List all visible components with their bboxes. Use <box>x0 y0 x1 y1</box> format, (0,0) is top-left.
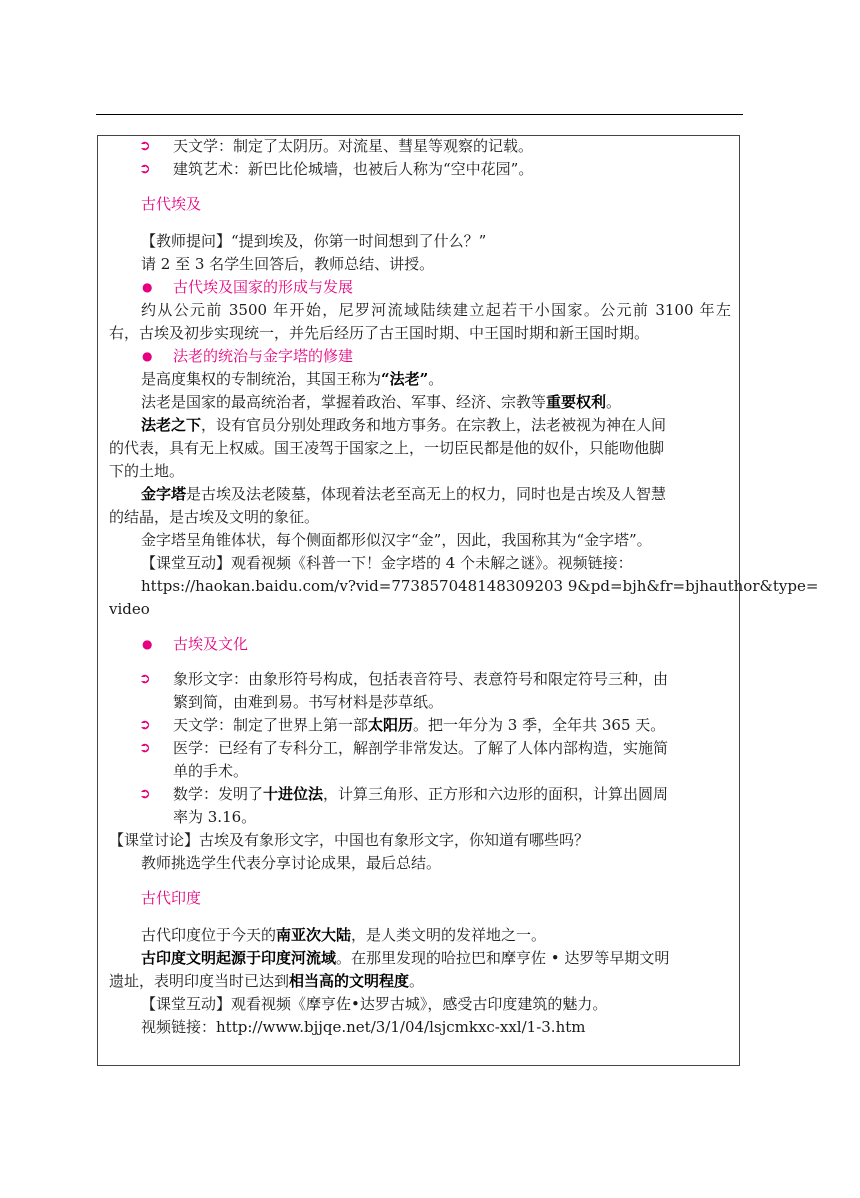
paragraph <box>109 924 731 947</box>
filled-dot-icon: ● <box>142 349 153 363</box>
bold-text: 重要权利 <box>546 393 607 411</box>
text: 数学：发明了 <box>173 785 264 803</box>
text: ，设有官员分别处理政务和地方事务。在宗教上，法老被视为神在人间 <box>201 416 667 434</box>
paragraph: 请 2 至 3 名学生回答后，教师总结、讲授。 <box>141 255 435 273</box>
text: ，是人类文明的发祥地之一。 <box>351 926 547 944</box>
list-item-text: 象形文字：由象形符号构成，包括表音符号、表意符号和限定符号三种，由 <box>173 670 669 688</box>
paragraph-line <box>109 970 731 993</box>
subheading <box>109 345 731 368</box>
list-item-continuation: 单的手术。 <box>173 762 249 780</box>
arrow-circle-icon: ➲ <box>139 786 151 802</box>
bold-text: 南亚次大陆 <box>276 926 352 944</box>
text: 古代印度位于今天的 <box>141 926 277 944</box>
list-item <box>109 714 731 737</box>
list-item <box>109 668 731 691</box>
paragraph <box>109 368 731 391</box>
video-link[interactable]: 视频链接：http://www.bjjqe.net/3/1/04/lsjcmkxc-xxl/1-3.htm <box>141 1018 586 1036</box>
paragraph: 【课堂讨论】古埃及有象形文字，中国也有象形文字，你知道有哪些吗？ <box>109 831 590 849</box>
text: 。 <box>606 393 622 411</box>
arrow-circle-icon: ➲ <box>139 138 151 154</box>
bold-text: 十进位法 <box>263 785 324 803</box>
text: 。把一年分为 3 季，全年共 365 天。 <box>413 716 666 734</box>
paragraph-line: 的代表，具有无上权威。国王凌驾于国家之上，一切臣民都是他的奴仆，只能吻他脚 <box>109 439 665 457</box>
paragraph: 【教师提问】“提到埃及，你第一时间想到了什么？” <box>141 232 487 250</box>
bold-text: 法老之下 <box>141 416 202 434</box>
filled-dot-icon: ● <box>142 637 153 651</box>
list-item-text: 建筑艺术：新巴比伦城墙，也被后人称为“空中花园”。 <box>173 160 534 178</box>
paragraph-line: 下的土地。 <box>109 462 185 480</box>
list-item <box>109 783 731 806</box>
paragraph: 【课堂互动】观看视频《摩亨佐•达罗古城》，感受古印度建筑的魅力。 <box>141 995 608 1013</box>
subheading-text: 古埃及文化 <box>173 635 249 653</box>
video-link[interactable]: video <box>109 600 150 618</box>
header-rule <box>96 114 743 115</box>
subheading-text: 法老的统治与金字塔的修建 <box>173 347 354 365</box>
list-item-continuation: 率为 3.16。 <box>173 808 257 826</box>
text: 法老是国家的最高统治者，掌握着政治、军事、经济、宗教等 <box>141 393 547 411</box>
bold-text: 太阳历 <box>368 716 414 734</box>
arrow-circle-icon: ➲ <box>139 740 151 756</box>
video-link[interactable]: https://haokan.baidu.com/v?vid=773857048148309203 9&pd=bjh&fr=bjhauthor&type= <box>141 577 819 595</box>
text: 。 <box>428 370 444 388</box>
list-item <box>109 135 731 158</box>
paragraph: 【课堂互动】观看视频《科普一下！金字塔的 4 个未解之谜》。视频链接： <box>141 554 633 572</box>
bold-text: 金字塔 <box>141 485 187 503</box>
document-body <box>109 135 819 1039</box>
list-item-continuation: 繁到简，由难到易。书写材料是莎草纸。 <box>173 693 444 711</box>
text: 遗址，表明印度当时已达到 <box>109 972 290 990</box>
bold-text: 古印度文明起源于印度河流域 <box>141 949 337 967</box>
list-item-text: 天文学：制定了太阴历。对流星、彗星等观察的记载。 <box>173 137 534 155</box>
subheading <box>109 633 731 656</box>
text: 。 <box>409 972 425 990</box>
section-heading-india: 古代印度 <box>141 889 202 907</box>
subheading-text: 古代埃及国家的形成与发展 <box>173 278 354 296</box>
arrow-circle-icon: ➲ <box>139 717 151 733</box>
text: 天文学：制定了世界上第一部 <box>173 716 369 734</box>
paragraph-line: 的结晶，是古埃及文明的象征。 <box>109 508 320 526</box>
text: 是高度集权的专制统治，其国王称为 <box>141 370 382 388</box>
text: ，计算三角形、正方形和六边形的面积，计算出圆周 <box>323 785 669 803</box>
section-heading-egypt: 古代埃及 <box>141 195 202 213</box>
bold-text: “法老” <box>381 370 429 388</box>
bold-text: 相当高的文明程度 <box>289 972 410 990</box>
paragraph: 金字塔呈角锥体状，每个侧面都形似汉字“金”，因此，我国称其为“金字塔”。 <box>141 531 652 549</box>
arrow-circle-icon: ➲ <box>139 671 151 687</box>
paragraph-line: 右，古埃及初步实现统一，并先后经历了古王国时期、中王国时期和新王国时期。 <box>109 324 650 342</box>
text: 是古埃及法老陵墓，体现着法老至高无上的权力，同时也是古埃及人智慧 <box>186 485 667 503</box>
list-item-text: 医学：已经有了专科分工，解剖学非常发达。了解了人体内部构造，实施简 <box>173 739 669 757</box>
paragraph-line <box>109 947 731 970</box>
arrow-circle-icon: ➲ <box>139 161 151 177</box>
list-item <box>109 737 731 760</box>
paragraph-line <box>109 483 731 506</box>
subheading <box>109 276 731 299</box>
paragraph-line: 约从公元前 3500 年开始，尼罗河流域陆续建立起若干小国家。公元前 3100 年左 <box>141 301 731 319</box>
paragraph-line <box>109 414 731 437</box>
paragraph: 教师挑选学生代表分享讨论成果，最后总结。 <box>141 854 442 872</box>
filled-dot-icon: ● <box>142 280 153 294</box>
paragraph <box>109 391 731 414</box>
list-item <box>109 158 731 181</box>
text: 。在那里发现的哈拉巴和摩亨佐 • 达罗等早期文明 <box>336 949 670 967</box>
